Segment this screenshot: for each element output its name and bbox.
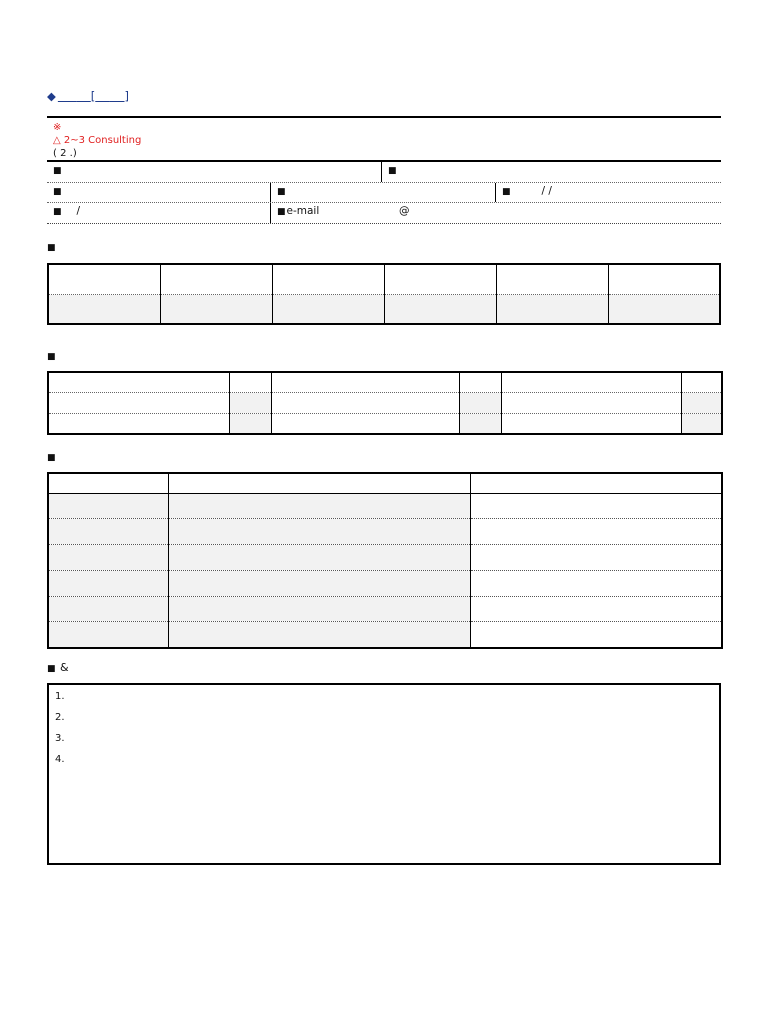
info-field-r2c2[interactable] xyxy=(270,183,495,203)
info-row-3 xyxy=(47,203,721,224)
career-row xyxy=(48,519,722,545)
square-bullet-icon: ■ xyxy=(47,453,56,463)
essay-item: 3. xyxy=(55,733,65,744)
essay-title-ampersand: & xyxy=(60,661,69,674)
square-bullet-icon: ■ xyxy=(502,186,511,197)
career-header-cell xyxy=(48,473,168,493)
education-header-cell xyxy=(384,264,496,294)
name-field[interactable] xyxy=(47,162,381,182)
essay-item: 1. xyxy=(55,691,65,702)
certification-check-cell[interactable] xyxy=(229,393,271,414)
certification-header-cell xyxy=(48,372,229,393)
career-cell[interactable] xyxy=(168,519,470,545)
info-row-1 xyxy=(47,162,721,183)
square-bullet-icon: ■ xyxy=(277,186,286,197)
certification-label-cell xyxy=(271,413,459,434)
essay-item: 4. xyxy=(55,754,65,765)
certification-check-cell[interactable] xyxy=(459,393,501,414)
email-field[interactable] xyxy=(270,203,721,223)
certification-check-cell[interactable] xyxy=(229,413,271,434)
career-row xyxy=(48,493,722,519)
career-cell[interactable] xyxy=(48,545,168,571)
education-header-cell xyxy=(496,264,608,294)
career-cell[interactable] xyxy=(168,570,470,596)
education-input-cell[interactable] xyxy=(48,294,160,324)
career-row xyxy=(48,596,722,622)
info-options-r2c3: / / xyxy=(541,184,552,197)
square-bullet-icon: ■ xyxy=(277,207,286,217)
career-cell[interactable] xyxy=(470,493,722,519)
square-bullet-icon: ■ xyxy=(53,207,62,217)
certification-row xyxy=(48,393,722,414)
education-section-title xyxy=(47,240,57,256)
career-cell[interactable] xyxy=(48,622,168,648)
career-table xyxy=(47,472,723,649)
date-line xyxy=(47,89,129,105)
info-row-2 xyxy=(47,183,721,204)
notice-line-1-consulting: Consulting xyxy=(88,135,142,146)
career-section-title xyxy=(47,450,57,466)
certification-row xyxy=(48,413,722,434)
personal-info-block xyxy=(47,160,721,224)
info-field-r2c1[interactable] xyxy=(47,183,270,203)
certification-header-cell xyxy=(271,372,459,393)
education-header-cell xyxy=(48,264,160,294)
square-bullet-icon: ■ xyxy=(47,243,56,253)
education-table xyxy=(47,263,721,325)
notice-line-1-prefix: △ 2~3 xyxy=(53,135,85,146)
certification-check-cell[interactable] xyxy=(681,393,722,414)
career-row xyxy=(48,545,722,571)
square-bullet-icon: ■ xyxy=(53,166,62,176)
career-cell[interactable] xyxy=(48,596,168,622)
certification-check-cell[interactable] xyxy=(459,413,501,434)
career-cell[interactable] xyxy=(470,519,722,545)
essay-text-area[interactable] xyxy=(47,683,721,865)
notice-line-1 xyxy=(53,134,715,147)
career-cell[interactable] xyxy=(470,596,722,622)
career-cell[interactable] xyxy=(470,545,722,571)
email-label: e-mail xyxy=(286,205,320,217)
education-input-cell[interactable] xyxy=(160,294,272,324)
career-cell[interactable] xyxy=(168,596,470,622)
square-bullet-icon: ■ xyxy=(47,664,56,674)
info-field-r2c3[interactable] xyxy=(495,183,721,203)
career-cell[interactable] xyxy=(168,493,470,519)
career-cell[interactable] xyxy=(168,622,470,648)
notice-box xyxy=(47,116,721,162)
essay-section-title xyxy=(47,661,69,677)
education-input-cell[interactable] xyxy=(272,294,384,324)
career-cell[interactable] xyxy=(48,519,168,545)
education-input-cell[interactable] xyxy=(496,294,608,324)
certification-label-cell xyxy=(48,413,229,434)
certification-header-cell xyxy=(229,372,271,393)
certification-header-cell xyxy=(501,372,681,393)
certification-label-cell xyxy=(501,393,681,414)
reference-mark-icon: ※ xyxy=(53,122,62,133)
notice-line-2 xyxy=(53,147,715,160)
education-header-cell xyxy=(608,264,720,294)
certification-section-title xyxy=(47,349,57,365)
career-row xyxy=(48,570,722,596)
square-bullet-icon: ■ xyxy=(47,352,56,362)
career-header-cell xyxy=(470,473,722,493)
career-cell[interactable] xyxy=(470,570,722,596)
career-cell[interactable] xyxy=(470,622,722,648)
career-cell[interactable] xyxy=(48,570,168,596)
certification-check-cell[interactable] xyxy=(681,413,722,434)
info-value-r3c1: / xyxy=(76,205,81,217)
education-input-row xyxy=(48,294,720,324)
education-input-cell[interactable] xyxy=(608,294,720,324)
education-header-row xyxy=(48,264,720,294)
career-row xyxy=(48,622,722,648)
certification-header-cell xyxy=(681,372,722,393)
certification-header-row xyxy=(48,372,722,393)
career-header-row xyxy=(48,473,722,493)
career-cell[interactable] xyxy=(168,545,470,571)
career-cell[interactable] xyxy=(48,493,168,519)
info-field-r1c2[interactable] xyxy=(381,162,721,182)
notice-heading xyxy=(53,121,715,134)
certification-label-cell xyxy=(271,393,459,414)
education-header-cell xyxy=(272,264,384,294)
notice-line-2-close: .) xyxy=(69,148,77,159)
notice-line-2-open: ( xyxy=(53,148,57,159)
certification-header-cell xyxy=(459,372,501,393)
notice-line-2-number: 2 xyxy=(60,148,67,159)
email-at-sign: @ xyxy=(399,205,410,217)
diamond-bullet-icon: ◆ xyxy=(47,89,56,103)
square-bullet-icon: ■ xyxy=(388,166,397,176)
certification-label-cell xyxy=(48,393,229,414)
career-header-cell xyxy=(168,473,470,493)
page-title xyxy=(0,44,768,74)
education-input-cell[interactable] xyxy=(384,294,496,324)
certification-label-cell xyxy=(501,413,681,434)
education-header-cell xyxy=(160,264,272,294)
open-bracket: [ xyxy=(90,89,96,103)
certification-table xyxy=(47,371,723,435)
info-field-r3c1[interactable] xyxy=(47,203,270,223)
essay-item: 2. xyxy=(55,712,65,723)
square-bullet-icon: ■ xyxy=(53,186,62,197)
close-bracket: ] xyxy=(124,89,130,103)
